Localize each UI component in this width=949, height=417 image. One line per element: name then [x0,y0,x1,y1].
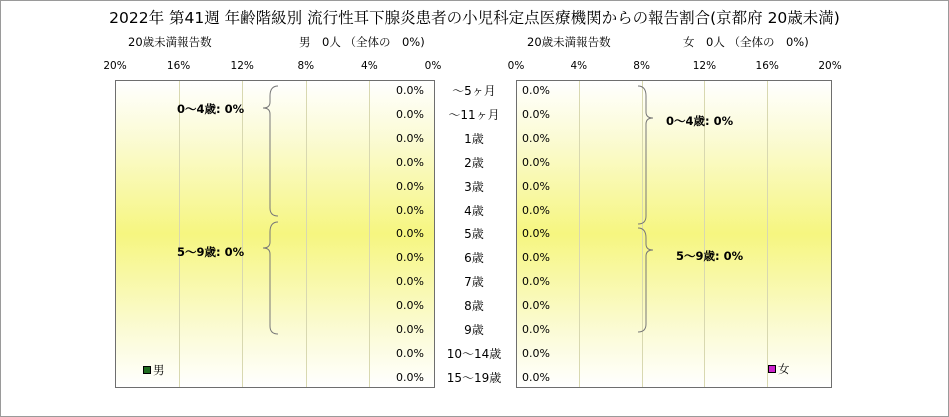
age-label-11: 10～14歳 [446,346,502,361]
male-value-label-12: 0.0% [396,370,424,384]
age-label-4: 3歳 [464,179,484,194]
male-value-label-8: 0.0% [396,275,424,289]
male-gridline-8 [306,81,307,387]
female-value-label-4: 0.0% [522,179,550,193]
male-value-label-5: 0.0% [396,203,424,217]
female-value-label-3: 0.0% [522,155,550,169]
right-axis-tick-3: 12% [692,60,717,72]
male-value-label-11: 0.0% [396,346,424,360]
female-value-label-11: 0.0% [522,346,550,360]
male-brace-5-9 [263,222,278,334]
right-summary: 女 0人 （全体の 0%) [683,35,809,49]
female-value-label-1: 0.0% [522,107,550,121]
male-gridline-12 [242,81,243,387]
female-brace-0-4 [638,86,653,224]
male-value-label-2: 0.0% [396,131,424,145]
female-value-label-10: 0.0% [522,323,550,336]
legend-female [768,361,790,377]
age-label-5: 4歳 [464,203,484,218]
age-label-1: ～11ヶ月 [448,107,500,122]
female-brace-5-9 [638,228,653,332]
left-axis-tick-3: 8% [297,60,315,72]
female-gridline-4 [579,81,580,387]
male-value-label-7: 0.0% [396,251,424,265]
male-gridline-16 [179,81,180,387]
male-value-label-9: 0.0% [396,299,424,313]
age-label-0: ～5ヶ月 [452,84,496,98]
male-value-label-0: 0.0% [396,84,424,97]
female-gridline-16 [767,81,768,387]
male-value-label-1: 0.0% [396,107,424,121]
legend-male [143,362,165,378]
age-label-7: 6歳 [464,251,484,266]
right-summary-label: 20歳未満報告数 [527,35,611,49]
male-group-braces [260,84,280,336]
female-value-label-7: 0.0% [522,251,550,265]
right-axis-tick-5: 20% [818,60,842,72]
female-value-label-9: 0.0% [522,299,550,313]
age-label-8: 7歳 [464,275,484,290]
male-value-label-10: 0.0% [396,323,424,336]
age-label-9: 8歳 [464,299,484,314]
female-group-5-9: 5～9歳: 0% [676,249,744,263]
female-group-braces [636,84,656,336]
age-label-2: 1歳 [464,131,484,146]
male-group-0-4: 0～4歳: 0% [177,102,245,116]
male-value-label-3: 0.0% [396,155,424,169]
left-axis-tick-2: 12% [230,60,254,72]
female-value-label-12: 0.0% [522,370,550,384]
female-value-label-2: 0.0% [522,131,550,145]
left-axis-tick-5: 0% [424,60,442,72]
legend-female-label: 女 [778,362,790,376]
male-value-label-4: 0.0% [396,179,424,193]
age-label-12: 15～19歳 [446,370,502,385]
male-gridline-4 [369,81,370,387]
left-axis-tick-1: 16% [166,60,191,72]
left-axis-tick-4: 4% [361,60,378,72]
chart-title: 2022年 第41週 年齢階級別 流行性耳下腺炎患者の小児科定点医療機関からの報告割合(京都府 20歳未満) [109,9,840,27]
right-axis-tick-0: 0% [507,60,525,72]
right-axis-tick-2: 8% [633,60,650,72]
left-summary: 男 0人 （全体の 0%) [299,35,425,49]
age-label-6: 5歳 [464,227,484,242]
male-group-5-9: 5～9歳: 0% [177,245,245,259]
female-value-label-5: 0.0% [522,203,550,217]
age-label-10: 9歳 [464,323,484,337]
male-brace-0-4 [263,86,278,216]
legend-male-swatch [143,366,151,374]
age-label-3: 2歳 [464,155,484,170]
female-value-label-0: 0.0% [522,84,550,97]
male-value-label-6: 0.0% [396,227,424,241]
right-axis-tick-1: 4% [570,60,588,72]
legend-female-swatch [768,365,776,373]
female-value-label-8: 0.0% [522,275,550,289]
left-axis-tick-0: 20% [103,60,127,72]
female-value-label-6: 0.0% [522,227,550,241]
left-summary-label: 20歳未満報告数 [128,35,212,49]
female-group-0-4: 0～4歳: 0% [666,114,734,128]
right-axis-tick-4: 16% [755,60,779,72]
legend-male-label: 男 [153,363,165,377]
